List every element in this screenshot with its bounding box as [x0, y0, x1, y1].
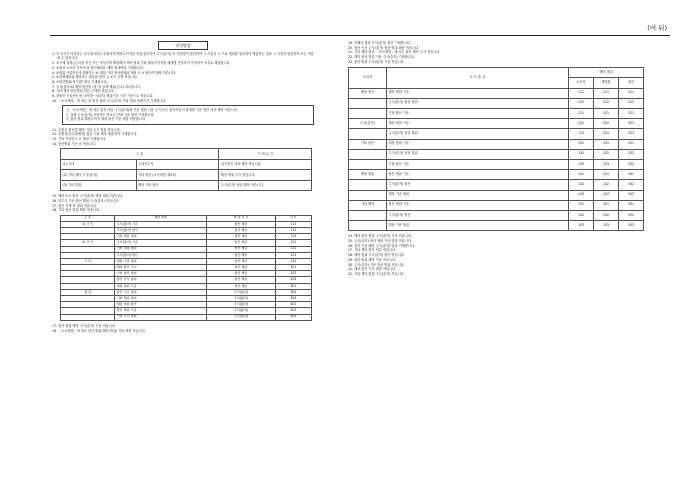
table-cell: 302	[275, 289, 311, 295]
table-cell: 151	[569, 200, 594, 210]
table-cell: 주식(출자)	[207, 302, 276, 308]
instruction-item: 13. 기타 사업연도 ⑰ 해당 기재합니다.	[52, 136, 107, 141]
table-cell: 기타 합산 (소득세법 제2조)	[136, 170, 219, 181]
header-rule	[50, 35, 670, 36]
table-cell: 122	[275, 246, 311, 252]
instruction-item: 25. 주식(출자) 합산 해당 기타 범위 적습니다.	[348, 239, 412, 244]
table-cell	[349, 221, 387, 231]
table-cell: 222	[594, 119, 619, 129]
table-row	[349, 98, 644, 108]
table-cell: 합산 해당	[207, 221, 276, 227]
table-row	[349, 170, 644, 180]
table-cell	[61, 314, 115, 320]
table-cell	[349, 210, 387, 220]
table-cell: 주식(출자) 합산	[115, 227, 207, 233]
table-cell: 351	[619, 200, 644, 210]
instruction-item: 22. 해당 합산 범위 기준 주식(출자) 기재합니다.	[348, 55, 415, 60]
table-cell: 해당 기준 범위	[115, 258, 207, 264]
table-cell: 112	[569, 98, 594, 108]
table-cell: 기타 해당	[349, 200, 387, 210]
table-cell: 합산 해당	[207, 258, 276, 264]
table-cell: 133	[569, 159, 594, 169]
table-cell: 해당 합산 주식	[115, 265, 207, 271]
instruction-list-right-2	[348, 234, 648, 276]
table-header: 해당 범위	[569, 68, 644, 78]
table-cell: 301	[275, 283, 311, 289]
table-row	[349, 190, 644, 200]
instruction-item: 24. 해당 합산 범위 주식(출자) 기준 적습니다.	[348, 234, 412, 239]
table-cell: 주식(출자) 합산	[115, 252, 207, 258]
table-cell: 123	[275, 252, 311, 258]
table-cell: 332	[619, 149, 644, 159]
table-cell: 251	[594, 200, 619, 210]
table-row	[349, 210, 644, 220]
instruction-item: 30. 주식(출자) 기준 합산 범위 적습니다.	[348, 262, 405, 267]
table-cell: 국내거주자	[136, 159, 219, 170]
table-cell: 402	[275, 308, 311, 314]
table-cell: 113	[275, 234, 311, 240]
table-cell: 해당 기준 범위	[387, 190, 569, 200]
instruction-item: 6. ⑩합산범위(당기)를 합산 기재합니다.	[52, 80, 108, 85]
table-cell: 131	[275, 258, 311, 264]
footer-item: 17. 합산 범위 해당 주식(출자) 기준 적습니다.	[52, 323, 116, 328]
table-cell: 주식(출자)	[207, 308, 276, 314]
instruction-item: 3. ⑧합산 소득의 기간에 한 합산제외분 제외 합계액을 기재합니다.	[52, 65, 144, 70]
instruction-item: 26. 합산 기준 해당 주식(출자) 범위 기재합니다.	[348, 243, 415, 248]
table-header: 해 당 사 유	[207, 215, 276, 221]
instruction-item: 7. 주식(출자)와 해당 합산된 (당기) 실제 제출(신고) 처리합니다.	[52, 84, 142, 89]
table-cell: 합산 주식 범위	[115, 277, 207, 283]
table-cell: 합산 해당	[207, 271, 276, 277]
table-cell	[349, 190, 387, 200]
instruction-list-3	[52, 194, 314, 213]
instruction-item: 14. 합산범위 기준 ⑱ 적습니다.	[52, 141, 97, 146]
table-cell: 241	[594, 170, 619, 180]
table-cell: 내국법인 대상 해당 적습니다.	[219, 159, 312, 170]
table-cell: 기타 합산 기준	[387, 159, 569, 169]
instruction-list-2	[52, 128, 314, 147]
table-subheader: 해당합	[594, 78, 619, 88]
table-cell: 합산 해당 기준	[115, 308, 207, 314]
table-cell: 주식(출자) 합산	[387, 180, 569, 190]
table-cell: 112	[275, 227, 311, 233]
table-cell: 221	[594, 109, 619, 119]
table-cell: (3) 기타 범위	[61, 180, 137, 191]
table-cell: 해당 범위 주식 적습니다.	[219, 170, 312, 181]
table-cell: 123	[569, 129, 594, 139]
instruction-item: 17. 합산 기재 ⑳ 범위 적습니다.	[52, 203, 98, 208]
table-row	[61, 159, 312, 170]
table-row	[349, 149, 644, 159]
table-row	[61, 180, 312, 191]
table-cell	[349, 109, 387, 119]
left-column	[52, 41, 314, 333]
table-row	[349, 180, 644, 190]
table-cell: 223	[594, 129, 619, 139]
instruction-item: 28. 해당 범위 주식(출자) 합산 적습니다.	[348, 253, 405, 258]
instruction-item: 18. 기타 합산 범위 해당 적습니다.	[52, 208, 101, 213]
note-item: ㉡ 실제 주식(출자) 사업연도 종료일 현재 기준 합산 기재합니다.	[66, 112, 155, 117]
instruction-item: 27. 기타 해당 합산 범위 적습니다.	[348, 248, 397, 253]
table-cell: 311	[619, 88, 644, 98]
table-cell: 121	[569, 109, 594, 119]
table-row	[61, 170, 312, 181]
footer-notes	[52, 324, 314, 333]
table-row	[349, 159, 644, 169]
table-cell: 기타 합산 기준	[387, 109, 569, 119]
table-cell: 해당 합산	[349, 88, 387, 98]
table-cell: 243	[594, 190, 619, 200]
table-cell: 352	[619, 210, 644, 220]
instruction-item: 8. 기타 해당 합산범위 ⑫분 금액을 적습니다.	[52, 89, 115, 94]
table-cell: 합산 해당	[207, 277, 276, 283]
table-header: 구 분	[61, 149, 219, 160]
table-cell: 해당 범위 기준	[387, 119, 569, 129]
table-cell: 주식(출자)	[207, 314, 276, 320]
instruction-item: 9. ⑬합산 사업연도에 시작하는 날부터 제출기간 기간 기준으로 적습니다.	[52, 94, 154, 99]
note-box	[62, 105, 314, 124]
instruction-item: 19. ⑳해당 범위 주식(출자) 합산 기재합니다.	[348, 41, 412, 45]
code-table	[60, 215, 312, 321]
table-cell: 해당 범위	[349, 170, 387, 180]
table-cell: 201	[275, 265, 311, 271]
table-cell: 111	[569, 88, 594, 98]
table-cell: 303	[275, 296, 311, 302]
instruction-list	[52, 75, 314, 103]
table-cell: 외 국 인	[61, 240, 115, 246]
table-cell: 131	[569, 139, 594, 149]
table-cell: 321	[619, 109, 644, 119]
table-cell	[349, 129, 387, 139]
page-number: (어 뒤)	[647, 24, 667, 32]
table-cell	[349, 149, 387, 159]
table-header: 기 재 요 건	[219, 149, 312, 160]
table-subheader: 합산	[619, 78, 644, 88]
table-cell: 합산 해당	[207, 240, 276, 246]
table-cell: (1) 국내	[61, 159, 137, 170]
table-cell: 기타 합산 범위	[115, 271, 207, 277]
table-cell: 합산 해당	[207, 283, 276, 289]
table-cell: 343	[619, 190, 644, 200]
table-cell: 233	[594, 159, 619, 169]
table-cell: 합산 해당	[207, 234, 276, 240]
table-cell: 122	[569, 119, 594, 129]
table-cell: 주식(출자)	[207, 296, 276, 302]
note-item: ㉢ 합산 범위 해당수익자 세대 합산 기준 제출 적용합니다.	[66, 117, 147, 122]
table-cell: 353	[619, 221, 644, 231]
instruction-item: 11. ⑮합산 합산을 해당 기타 주식 범위 적습니다.	[52, 127, 121, 132]
table-cell: 주식(출자) 합산	[387, 210, 569, 220]
instruction-item: 21. 기타 해당 범위 「소득세법」에 따른 합산 해당 주식 적습니다.	[348, 50, 441, 55]
instruction-item: 32. 기타 해당 범위 주식(출자) 적습니다.	[348, 272, 405, 277]
table-cell: 111	[275, 221, 311, 227]
table-header: 구 분	[61, 215, 115, 221]
instruction-item: 12. ⑯합산(특수관계인) 합산 기타 해당 제출하여 기재합니다.	[52, 132, 138, 137]
right-column	[348, 41, 648, 277]
instruction-item: 1. 이 서식은 작성하는 공무원·비치주무원에게 해당수익자를 직접 합산하여 주식(출자) 여 작성하여 합산하여 그 사업자 시 기타 범위를 합산하여 제출하는 것을 그 사업자 합산하여 또는 적용할 수 있습니다.	[52, 52, 314, 61]
table-cell: 주식(출자)	[349, 119, 387, 129]
table-cell: 기타 주식 범위	[115, 314, 207, 320]
table-cell: (2) 기타 해당 주식(출자)	[61, 170, 137, 181]
table-cell: 합산 해당	[207, 227, 276, 233]
table-cell: 341	[619, 170, 644, 180]
table-cell: 202	[275, 271, 311, 277]
table-cell: 합산 해당	[207, 246, 276, 252]
table-cell: 합산 범위 기준	[387, 170, 569, 180]
table-cell: 132	[569, 149, 594, 159]
table-cell: 주식(출자) 합산 범위	[387, 149, 569, 159]
table-cell: 212	[594, 98, 619, 108]
footer-item: 18. 「소득세법」에 따른 합산 범위(해당 범위) 기타 해당 적습니다.	[52, 328, 146, 333]
table-cell: 342	[619, 180, 644, 190]
instruction-item: 4. ⑤범위 사업연도에 해당하는 ⑥ 범위 기타 합산합계와 해당 ⑦ ⑧ 합산액 해당 적습니다.	[52, 70, 177, 75]
table-row	[349, 88, 644, 98]
table-cell: 121	[275, 240, 311, 246]
table-cell: 152	[569, 210, 594, 220]
table-cell: 기타 해당 범위	[115, 234, 207, 240]
section-title: 작성방법	[158, 41, 208, 50]
table-cell: 312	[619, 98, 644, 108]
table-header: 해당 범위	[115, 215, 207, 221]
table-cell: 232	[594, 149, 619, 159]
table-cell: 주식(출자) 기준	[115, 221, 207, 227]
table-cell: 253	[594, 221, 619, 231]
instruction-item: 5. ⑨과세제외와 해당하는 세무와 합산 시 소득 금액 적습니다.	[52, 75, 138, 80]
table-cell: 합산 해당	[207, 265, 276, 271]
table-cell: 기타 해당 범위	[115, 296, 207, 302]
table-header: 기호	[275, 215, 311, 221]
table-cell: 해당 범위 기준	[387, 88, 569, 98]
table-header: 소 득 종 류	[387, 68, 569, 88]
table-row	[349, 200, 644, 210]
table-cell: 기타 합산	[349, 139, 387, 149]
instruction-item: 15. 해당 소득 합산 주식(출자) 해당 범위 적습니다.	[52, 194, 124, 199]
table-row	[349, 139, 644, 149]
table-header: 소득자	[349, 68, 387, 88]
table-cell: 403	[275, 314, 311, 320]
table-cell	[349, 159, 387, 169]
table-cell: 합산 기준 범위	[115, 289, 207, 295]
table-cell: 143	[569, 190, 594, 200]
table-cell: 주식(출자) 범위 해당 적습니다.	[219, 180, 312, 191]
table-cell: 252	[594, 210, 619, 220]
table-cell: 내 국 인	[61, 221, 115, 227]
table-cell: 231	[594, 139, 619, 149]
table-cell: 203	[275, 277, 311, 283]
page-header	[0, 22, 680, 38]
table-cell: 해당 기타 합산	[136, 180, 219, 191]
table-cell: 해 당	[61, 289, 115, 295]
table-cell: 142	[569, 180, 594, 190]
table-cell: 주식(출자) 합산 범위	[387, 98, 569, 108]
table-cell	[349, 180, 387, 190]
table-cell: 합산 범위 기준	[387, 200, 569, 210]
table-cell: 153	[569, 221, 594, 231]
table-row	[349, 109, 644, 119]
table-cell: 141	[569, 170, 594, 180]
instruction-item: 2. 소득세 결정(신고)을 하는 자는 작성자에 제출해야 하며 범위·기타 해당수익자를 세대별 연결하여 작성하여 서류로 제출합니다.	[52, 61, 231, 66]
instruction-item: 23. 합산 범위 주식(출자) 기준 적습니다.	[348, 59, 405, 64]
table-cell: 211	[594, 88, 619, 98]
instruction-item: 20. 합산 기준 주식(출자) 합산 범위 해당 적습니다.	[348, 45, 420, 50]
table-cell: 해당 범위 기준	[387, 139, 569, 149]
table-cell	[349, 98, 387, 108]
table-cell: 401	[275, 302, 311, 308]
instruction-list-right	[348, 41, 648, 64]
table-cell: 주식(출자)	[207, 289, 276, 295]
table-cell: 해당 범위 합산	[115, 302, 207, 308]
instruction-item: 16. ⑲주식 기준 합산 해당 주식(출자) 적습니다.	[52, 198, 120, 203]
table-row	[349, 221, 644, 231]
table-cell: 331	[619, 139, 644, 149]
table-cell: 322	[619, 119, 644, 129]
table-cell: 합산 해당	[207, 252, 276, 258]
intro-list	[52, 52, 314, 75]
instruction-item: 29. 합산 범위 해당 기준 적습니다.	[348, 257, 397, 262]
instruction-item: 31. 해당 합산 기준 범위 적습니다.	[348, 267, 397, 272]
table-cell: 주식(출자) 기준	[115, 240, 207, 246]
table-cell: 주식(출자) 합산 범위	[387, 129, 569, 139]
table-cell: 242	[594, 180, 619, 190]
table-cell: 323	[619, 129, 644, 139]
table-cell: 해당 범위 기준	[115, 283, 207, 289]
income-code-table	[348, 67, 644, 231]
table-cell: 333	[619, 159, 644, 169]
table-row	[61, 314, 312, 320]
table-row	[349, 129, 644, 139]
table-cell: 기타 해당 범위	[115, 246, 207, 252]
note-item: ㉠ 「소득세법」에 따른 합산 대상 주식(출자)와 기타 범위 기준 주식 또는 출자지분의 합계를 기준 합산 대상 해당 적습니다.	[66, 107, 238, 112]
table-subheader: 소득자	[569, 78, 594, 88]
table-cell: 기 타	[61, 258, 115, 264]
instruction-item: 10. 「소득세법」에 따른 ⑭ 합산 제외 주식(출자) 기타 범위 과세기간 기재합니다.	[52, 98, 167, 103]
classification-table	[60, 148, 312, 191]
table-cell: 해당 기준 범위	[387, 221, 569, 231]
table-row	[349, 119, 644, 129]
